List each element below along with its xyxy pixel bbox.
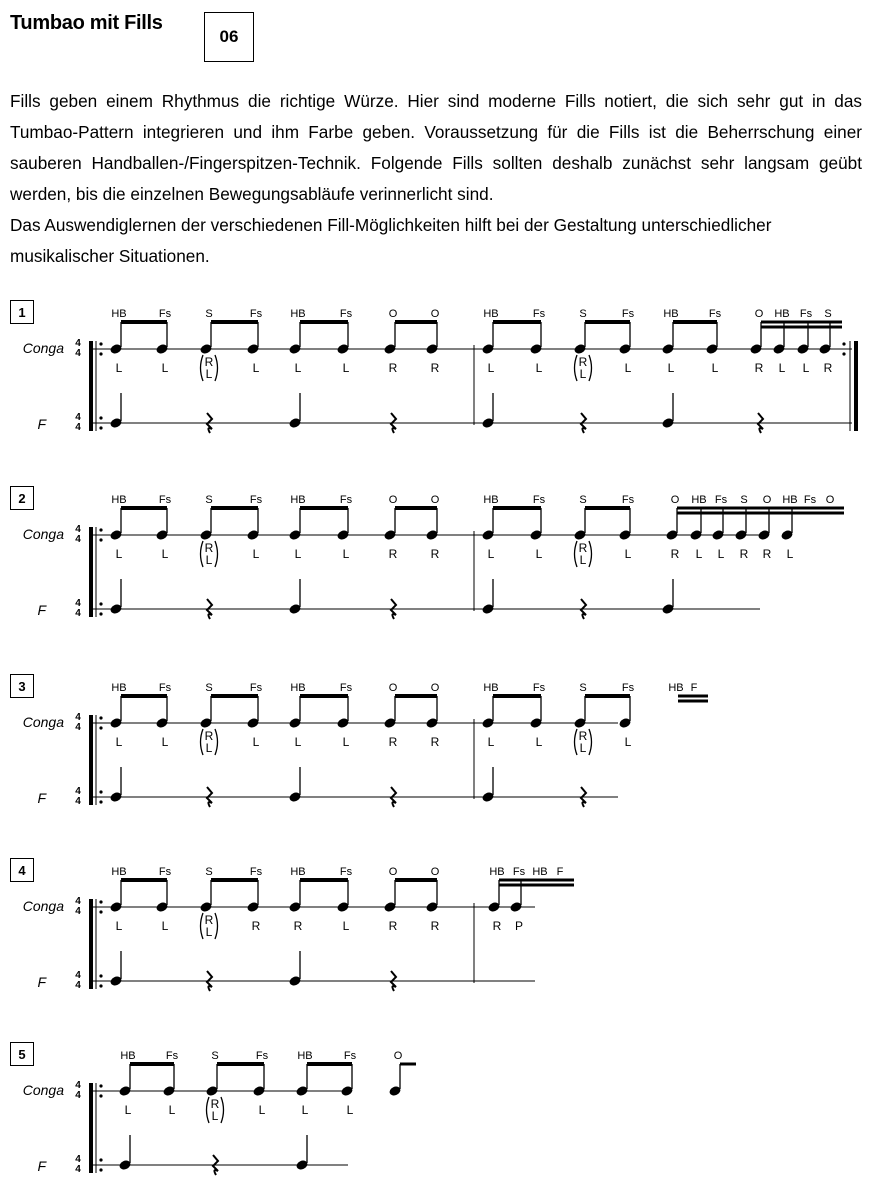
bracket-left [207,1097,210,1123]
stroke-label: Fs [532,494,546,506]
hand-label: R [430,361,440,375]
stroke-label: Fs [339,494,353,506]
repeat-dot [99,602,102,605]
exercise-4 [0,858,874,1003]
stroke-label: O [825,494,835,506]
foot-notes [109,579,675,619]
track-number-box: 06 [204,12,254,62]
hand-label: L [487,361,495,375]
foot-notes [109,951,396,991]
stroke-label: HB [532,866,548,878]
stroke-label: Fs [512,866,526,878]
hand-label: L [161,735,169,749]
time-signature-bottom-foot: 4 [75,422,81,433]
repeat-dot [99,1094,102,1097]
stroke-label: S [205,494,213,506]
time-signature-bottom-conga: 4 [75,1090,81,1101]
hand-label: L [535,735,543,749]
bracket-right [215,541,218,567]
hand-label: L [342,735,350,749]
stroke-label: Fs [708,308,722,320]
repeat-dot [99,1084,102,1087]
stroke-label: HB [290,866,306,878]
hand-label: R [739,547,749,561]
stroke-label: S [205,308,213,320]
time-signature-bottom-conga: 4 [75,348,81,359]
hand-choice-rl [207,1097,224,1123]
intro-text [10,86,862,272]
repeat-dot [842,352,845,355]
stroke-label: Fs [532,308,546,320]
repeat-dot [99,528,102,531]
hand-label-top: R [204,355,214,369]
stroke-label: Fs [249,308,263,320]
stroke-label: Fs [249,866,263,878]
stroke-label: Fs [799,308,813,320]
foot-label: F [37,602,46,618]
bracket-left [201,913,204,939]
hand-label-top: R [204,913,214,927]
foot-notes [109,767,586,807]
hand-label: L [252,547,260,561]
stroke-label: Fs [339,866,353,878]
hand-label: L [161,547,169,561]
stroke-label: HB [691,494,707,506]
hand-label: R [388,919,398,933]
repeat-dot [99,790,102,793]
time-signature-top-conga: 4 [75,896,81,907]
exercise-number: 2 [10,486,34,510]
stroke-label: S [579,682,587,694]
stroke-label: S [740,494,748,506]
stroke-label: Fs [249,682,263,694]
intro-paragraph-1: Fills geben einem Rhythmus die richtige Würze. Hier sind moderne Fills notiert, die sich sehr gut in das Tumbao-Pattern integrieren und ihm Farbe geben. Voraussetzung für die Fills ist die Beherrschung einer sauberen Handballen-/Fingerspitzen-Technik. Folgende Fills sollten deshalb zunächst sehr langsam geübt werden, bis die einzelnen Bewegungsabläufe verinnerlicht sind. [10,91,862,204]
hand-label-bottom: L [579,553,587,567]
conga-label: Conga [22,714,64,730]
stroke-label: O [388,494,398,506]
stroke-label: F [556,866,564,878]
hand-label: L [624,735,632,749]
time-signature-bottom-foot: 4 [75,980,81,991]
hand-label: R [388,547,398,561]
exercise-number: 1 [10,300,34,324]
repeat-dot [99,726,102,729]
hand-choice-rl [575,729,592,755]
hand-label: L [252,361,260,375]
foot-notes [118,1135,309,1175]
foot-notes [109,393,763,433]
hand-label: L [124,1103,132,1117]
stroke-label: O [388,682,398,694]
beams [121,322,842,327]
hand-label: L [535,547,543,561]
hand-label: L [258,1103,266,1117]
repeat-dot [99,716,102,719]
hand-label: L [342,547,350,561]
intro-paragraph-2: Das Auswendiglernen der verschiedenen Fill-Möglichkeiten hilft bei der Gestaltung unterschiedlicher musikalischer Situationen. [10,215,772,266]
hand-label-bottom: L [205,741,213,755]
hand-label: L [161,919,169,933]
stroke-label: Fs [158,494,172,506]
stroke-label: Fs [714,494,728,506]
hand-label-top: R [578,541,588,555]
time-signature-bottom-conga: 4 [75,722,81,733]
hand-label: L [294,547,302,561]
stroke-label: HB [290,308,306,320]
exercise-number: 5 [10,1042,34,1066]
repeat-dot [99,974,102,977]
hand-label: L [535,361,543,375]
stroke-label: Fs [621,494,635,506]
hand-choice-rl [575,355,592,381]
bracket-left [201,541,204,567]
notation-exercise-1 [0,300,874,445]
hand-label: L [161,361,169,375]
time-signature-bottom-foot: 4 [75,608,81,619]
stroke-label: Fs [343,1050,357,1062]
stroke-label: HB [782,494,798,506]
hand-choice-rl [201,913,218,939]
exercise-number: 4 [10,858,34,882]
hand-label-top: R [578,355,588,369]
exercise-2 [0,486,874,631]
stroke-label: O [430,866,440,878]
hand-label: L [342,919,350,933]
stroke-label: Fs [249,494,263,506]
stroke-label: O [388,866,398,878]
notation-exercise-5 [0,1042,874,1187]
hand-label: L [624,547,632,561]
stroke-label: HB [483,682,499,694]
stroke-label: O [388,308,398,320]
exercise-3 [0,674,874,819]
hand-label: R [430,919,440,933]
hand-label: R [293,919,303,933]
repeat-dot [99,342,102,345]
conga-notes [109,682,697,755]
time-signature-top-foot: 4 [75,598,81,609]
notation-exercise-2 [0,486,874,631]
hand-label: L [487,547,495,561]
hand-label: R [762,547,772,561]
hand-label: L [294,361,302,375]
conga-notes [109,494,835,567]
beams [121,696,708,701]
repeat-dot [99,612,102,615]
time-signature-top-foot: 4 [75,786,81,797]
stroke-label: Fs [158,682,172,694]
time-signature-top-conga: 4 [75,712,81,723]
hand-label: R [388,361,398,375]
stroke-label: S [211,1050,219,1062]
hand-label: P [514,919,524,933]
bracket-right [221,1097,224,1123]
time-signature-top-foot: 4 [75,1154,81,1165]
bracket-left [575,541,578,567]
repeat-dot [842,342,845,345]
page-title: Tumbao mit Fills [10,12,163,34]
repeat-dot [99,1158,102,1161]
hand-label: L [786,547,794,561]
stroke-label: HB [120,1050,136,1062]
hand-label: L [802,361,810,375]
conga-notes [109,866,563,939]
stroke-label: HB [297,1050,313,1062]
bracket-left [575,729,578,755]
time-signature-top-conga: 4 [75,1080,81,1091]
hand-label-bottom: L [205,553,213,567]
hand-label: R [251,919,261,933]
repeat-dot [99,416,102,419]
exercise-number: 3 [10,674,34,698]
stroke-label: Fs [621,308,635,320]
hand-choice-rl [575,541,592,567]
hand-label: R [430,735,440,749]
time-signature-bottom-conga: 4 [75,534,81,545]
bracket-right [215,913,218,939]
stroke-label: HB [489,866,505,878]
stroke-label: S [579,494,587,506]
time-signature-top-foot: 4 [75,412,81,423]
bracket-left [201,355,204,381]
hand-label: L [487,735,495,749]
hand-label: L [301,1103,309,1117]
repeat-dot [99,984,102,987]
hand-label-top: R [578,729,588,743]
hand-label-bottom: L [211,1109,219,1123]
stroke-label: HB [483,308,499,320]
bracket-right [589,541,592,567]
repeat-dot [99,352,102,355]
hand-label: L [115,919,123,933]
stroke-label: HB [290,682,306,694]
hand-label: L [624,361,632,375]
stroke-label: O [430,308,440,320]
bracket-right [215,729,218,755]
stroke-label: O [393,1050,403,1062]
beams [121,508,844,513]
stroke-label: Fs [803,494,817,506]
hand-label: L [667,361,675,375]
hand-label: L [252,735,260,749]
hand-label: L [342,361,350,375]
repeat-dot [99,910,102,913]
stroke-label: S [824,308,832,320]
exercise-5 [0,1042,874,1187]
stroke-label: HB [111,866,127,878]
stroke-label: HB [774,308,790,320]
stroke-label: Fs [255,1050,269,1062]
stroke-label: O [762,494,772,506]
stroke-label: Fs [621,682,635,694]
foot-label: F [37,974,46,990]
hand-label-bottom: L [579,741,587,755]
hand-label: R [670,547,680,561]
stroke-label: O [430,682,440,694]
hand-label-top: R [204,541,214,555]
stroke-label: HB [668,682,684,694]
hand-choice-rl [201,729,218,755]
hand-label-top: R [204,729,214,743]
repeat-dot [99,538,102,541]
foot-label: F [37,790,46,806]
stroke-label: HB [111,308,127,320]
hand-label: R [430,547,440,561]
stroke-label: S [205,866,213,878]
stroke-label: O [670,494,680,506]
repeat-dot [99,900,102,903]
hand-label: L [115,735,123,749]
notation-exercise-4 [0,858,874,1003]
bracket-left [201,729,204,755]
repeat-dot [99,800,102,803]
hand-label: L [168,1103,176,1117]
time-signature-bottom-foot: 4 [75,1164,81,1175]
hand-label: L [695,547,703,561]
hand-choice-rl [201,541,218,567]
exercise-1 [0,300,874,445]
hand-label: L [778,361,786,375]
time-signature-top-conga: 4 [75,524,81,535]
hand-label: R [388,735,398,749]
time-signature-bottom-foot: 4 [75,796,81,807]
stroke-label: Fs [532,682,546,694]
stroke-label: Fs [165,1050,179,1062]
hand-label: L [115,547,123,561]
foot-label: F [37,416,46,432]
stroke-label: O [430,494,440,506]
hand-label-bottom: L [205,367,213,381]
stroke-label: S [205,682,213,694]
bracket-right [215,355,218,381]
stroke-label: HB [483,494,499,506]
bracket-right [589,729,592,755]
hand-label: L [346,1103,354,1117]
stroke-label: HB [663,308,679,320]
hand-label: L [717,547,725,561]
hand-label: R [823,361,833,375]
stroke-label: HB [111,494,127,506]
hand-label-bottom: L [579,367,587,381]
hand-label: L [115,361,123,375]
stroke-label: Fs [158,308,172,320]
foot-label: F [37,1158,46,1174]
stroke-label: Fs [339,682,353,694]
hand-label: L [711,361,719,375]
stroke-label: HB [290,494,306,506]
notation-exercise-3 [0,674,874,819]
time-signature-bottom-conga: 4 [75,906,81,917]
hand-label-top: R [210,1097,220,1111]
repeat-dot [99,1168,102,1171]
stroke-label: HB [111,682,127,694]
time-signature-top-foot: 4 [75,970,81,981]
repeat-dot [99,426,102,429]
conga-label: Conga [22,526,64,542]
bracket-left [575,355,578,381]
hand-label: R [754,361,764,375]
conga-notes [109,308,833,381]
conga-notes [118,1050,403,1123]
time-signature-top-conga: 4 [75,338,81,349]
conga-label: Conga [22,340,64,356]
hand-label: R [492,919,502,933]
hand-label: L [294,735,302,749]
stroke-label: S [579,308,587,320]
stroke-label: Fs [339,308,353,320]
hand-choice-rl [201,355,218,381]
stroke-label: Fs [158,866,172,878]
conga-label: Conga [22,1082,64,1098]
conga-label: Conga [22,898,64,914]
hand-label-bottom: L [205,925,213,939]
stroke-label: O [754,308,764,320]
stroke-label: F [690,682,698,694]
bracket-right [589,355,592,381]
